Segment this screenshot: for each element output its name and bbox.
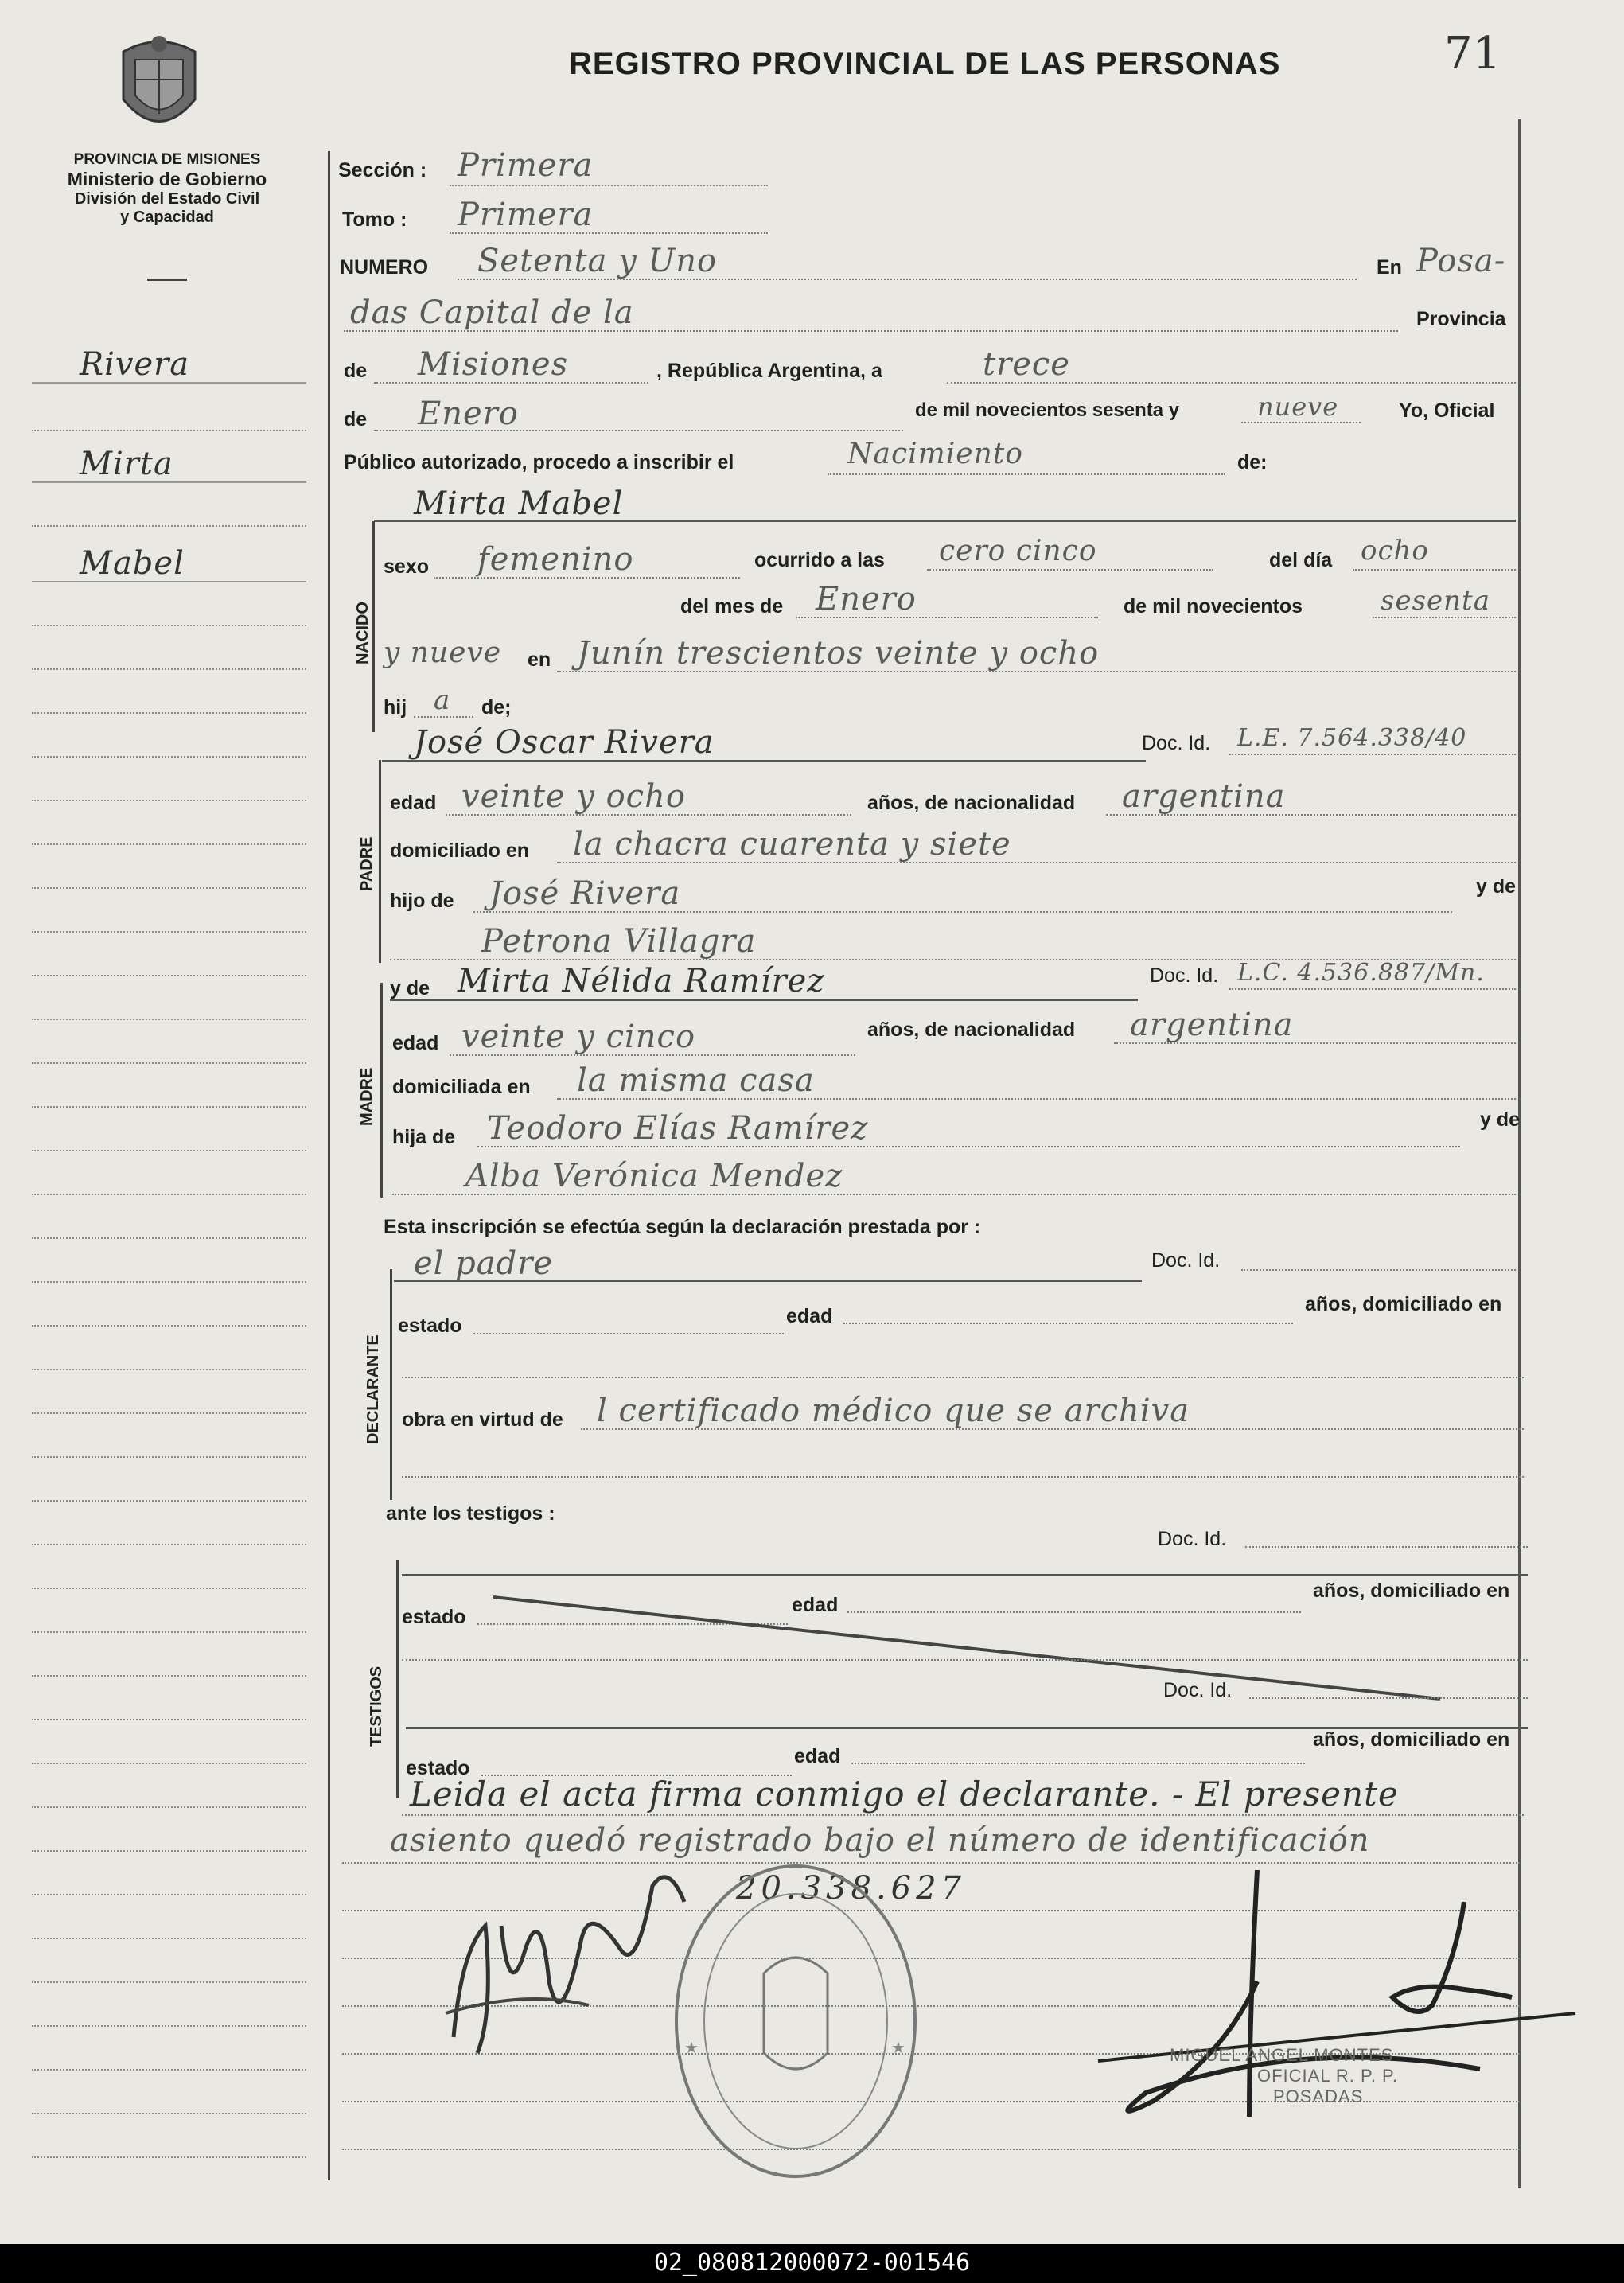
padre-name: José Oscar Rivera — [414, 724, 715, 761]
declarante-name: el padre — [414, 1245, 554, 1282]
mil-novecientos-label: de mil novecientos — [1124, 595, 1303, 618]
madre-y-de-label: y de — [390, 977, 430, 999]
register-title: REGISTRO PROVINCIAL DE LAS PERSONAS — [569, 46, 1281, 81]
obra-value: l certificado médico que se archiva — [597, 1393, 1190, 1429]
en-value: Posa- — [1416, 243, 1506, 279]
hora-value: cero cinco — [939, 535, 1097, 567]
madre-hija-value: Teodoro Elías Ramírez — [487, 1110, 869, 1147]
anio-value-continued: y nueve — [384, 637, 502, 669]
day-value: trece — [983, 346, 1070, 383]
coat-of-arms-icon — [107, 28, 211, 147]
republica-label: , República Argentina, a — [656, 360, 882, 382]
page-number: 71 — [1444, 28, 1501, 80]
lugar-value: Junín trescientos veinte y ocho — [577, 635, 1100, 672]
declarante-section-label: DECLARANTE — [364, 1334, 382, 1444]
hij-de-label: de; — [481, 696, 512, 719]
authority-divider — [147, 279, 187, 281]
footer-filename: 02_080812000072-001546 — [653, 2249, 971, 2277]
cancel-stroke-testigos — [493, 1588, 1448, 1707]
de3-label: de: — [1237, 451, 1268, 473]
madre-edad-value: veinte y cinco — [461, 1019, 696, 1055]
obra-label: obra en virtud de — [402, 1408, 563, 1431]
de-label: de — [344, 360, 368, 382]
identification-number: 20.338.627 — [736, 1870, 967, 1907]
provincia-label: Provincia — [1416, 308, 1506, 330]
madre-edad-label: edad — [392, 1032, 439, 1054]
padre-hijo-value: José Rivera — [489, 875, 681, 912]
anio-value: sesenta — [1381, 585, 1490, 617]
madre-name: Mirta Nélida Ramírez — [458, 963, 825, 999]
madre-doc-value: L.C. 4.536.887/Mn. — [1237, 959, 1485, 987]
padre-doc-label: Doc. Id. — [1142, 732, 1211, 754]
hij-value: a — [434, 684, 451, 716]
margin-surname: Rivera — [80, 346, 190, 383]
testigos-bracket — [396, 1560, 399, 1798]
issuing-authority — [16, 151, 318, 227]
testigo1-anios-label: años, domiciliado en — [1313, 1580, 1510, 1602]
de2-label: de — [344, 408, 368, 430]
place-value: das Capital de la — [350, 294, 634, 331]
padre-section-label: PADRE — [358, 836, 376, 891]
lugar-label: en — [528, 649, 551, 671]
officer-stamp — [1170, 2045, 1398, 2107]
en-label: En — [1377, 256, 1402, 279]
testigos-label: ante los testigos : — [386, 1502, 555, 1525]
padre-bracket — [379, 760, 381, 963]
madre-domicilio-label: domiciliada en — [392, 1076, 531, 1098]
month-value: Enero — [418, 395, 519, 432]
tomo-label: Tomo : — [342, 208, 407, 231]
officer-name: MIGUEL ANGEL MONTES — [1170, 2045, 1394, 2065]
testigo1-estado-label: estado — [402, 1606, 466, 1628]
svg-text:★: ★ — [684, 2038, 699, 2057]
ocurrido-label: ocurrido a las — [754, 549, 885, 571]
declarant-signature-icon — [430, 1854, 700, 2069]
declarante-doc-label: Doc. Id. — [1151, 1249, 1221, 1272]
authority-capacity: y Capacidad — [120, 208, 214, 226]
de-value: Misiones — [418, 346, 569, 383]
testigo1-doc-label: Doc. Id. — [1158, 1528, 1227, 1550]
authority-ministry: Ministerio de Gobierno — [67, 169, 267, 189]
publico-label: Público autorizado, procedo a inscribir el — [344, 451, 734, 473]
testigo2-edad-label: edad — [794, 1745, 841, 1767]
padre-y-de-label: y de — [1476, 875, 1517, 898]
svg-text:★: ★ — [891, 2038, 905, 2057]
nacido-name: Mirta Mabel — [414, 485, 624, 522]
tomo-value: Primera — [458, 197, 594, 233]
authority-division: División del Estado Civil — [74, 190, 260, 208]
padre-edad-label: edad — [390, 792, 437, 814]
padre-nacionalidad-value: argentina — [1122, 778, 1286, 815]
madre-nacionalidad-label: años, de nacionalidad — [867, 1019, 1076, 1041]
margin-first-name: Mirta — [80, 446, 173, 482]
madre-bracket — [380, 983, 383, 1198]
mes-value: Enero — [816, 581, 917, 618]
madre-hija-label: hija de — [392, 1126, 456, 1148]
testigo2-anios-label: años, domiciliado en — [1313, 1728, 1510, 1751]
numero-value: Setenta y Uno — [477, 243, 718, 279]
madre-section-label: MADRE — [358, 1067, 376, 1126]
nacido-bracket — [372, 521, 375, 732]
officer-role: OFICIAL R. P. P. — [1257, 2066, 1398, 2086]
testigo2-doc-label: Doc. Id. — [1163, 1679, 1233, 1701]
declarante-edad-label: edad — [786, 1305, 833, 1327]
madre-madre-value: Alba Verónica Mendez — [465, 1158, 843, 1194]
margin-divider — [328, 151, 330, 2180]
madre-domicilio-value: la misma casa — [577, 1062, 815, 1099]
padre-domicilio-value: la chacra cuarenta y siete — [573, 826, 1011, 863]
declarante-estado-label: estado — [398, 1315, 462, 1337]
hij-label: hij — [384, 696, 407, 719]
dia-label: del día — [1269, 549, 1333, 571]
declaracion-label: Esta inscripción se efectúa según la declaración prestada por : — [384, 1216, 981, 1238]
seccion-value: Primera — [458, 147, 594, 184]
testigos-section-label: TESTIGOS — [368, 1665, 385, 1747]
sexo-value: femenino — [477, 541, 634, 578]
dia-value: ocho — [1361, 535, 1429, 567]
padre-nacionalidad-label: años, de nacionalidad — [867, 792, 1076, 814]
sexo-label: sexo — [384, 555, 429, 578]
padre-domicilio-label: domiciliado en — [390, 840, 530, 862]
madre-doc-label: Doc. Id. — [1150, 964, 1219, 987]
testigo2-estado-label: estado — [406, 1757, 470, 1779]
nacido-section-label: NACIDO — [354, 602, 372, 664]
seccion-label: Sección : — [338, 159, 427, 181]
padre-hijo-label: hijo de — [390, 890, 454, 912]
official-seal-icon — [660, 1854, 931, 2188]
padre-madre-value: Petrona Villagra — [481, 923, 757, 960]
numero-label: NUMERO — [340, 256, 429, 279]
officer-city: POSADAS — [1273, 2086, 1364, 2106]
padre-edad-value: veinte y ocho — [461, 778, 686, 815]
declarante-bracket — [390, 1269, 392, 1500]
mil-label: de mil novecientos sesenta y — [915, 399, 1180, 421]
margin-second-name: Mabel — [80, 545, 185, 582]
acto-value: Nacimiento — [847, 438, 1023, 470]
authority-province: PROVINCIA DE MISIONES — [73, 151, 261, 168]
declarante-anios-label: años, domiciliado en — [1305, 1293, 1502, 1315]
closing-line-2: asiento quedó registrado bajo el número de identificación — [390, 1822, 1370, 1859]
madre-y-de-label-2: y de — [1480, 1108, 1521, 1131]
oficial-label: Yo, Oficial — [1399, 399, 1495, 422]
closing-line-1: Leida el acta firma conmigo el declarante. - El presente — [410, 1775, 1399, 1814]
madre-nacionalidad-value: argentina — [1130, 1007, 1294, 1043]
padre-doc-value: L.E. 7.564.338/40 — [1237, 724, 1467, 752]
year-value: nueve — [1257, 392, 1339, 422]
testigo1-edad-label: edad — [792, 1594, 839, 1616]
mes-label: del mes de — [680, 595, 784, 618]
